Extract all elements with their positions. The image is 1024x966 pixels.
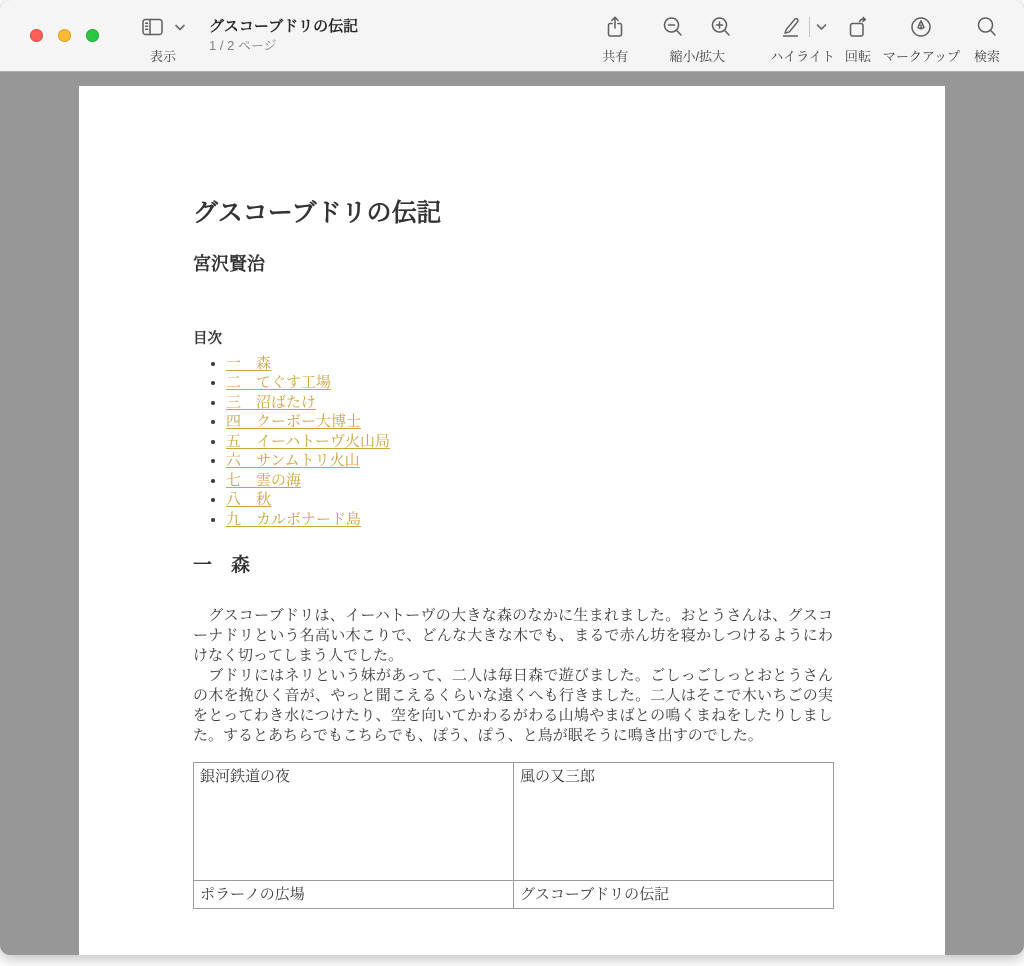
- highlighter-pencil-icon: [779, 15, 803, 39]
- toc-item: [226, 451, 833, 471]
- toc-item: [226, 373, 833, 393]
- table-of-contents: [193, 354, 833, 530]
- toc-item: [226, 471, 833, 491]
- body-paragraph-1: グスコーブドリは、イーハトーヴの大きな森のなかに生まれました。おとうさんは、グスコーナドリという名高い木こりで、どんな大きな木でも、まるで赤ん坊を寝かしつけるようにわけなく切ってしまう人でした。: [193, 607, 833, 665]
- toc-link-2[interactable]: 二 てぐす工場: [226, 374, 332, 392]
- rotate-label: 回転: [844, 49, 871, 64]
- toc-link-3[interactable]: 三 沼ばたけ: [226, 393, 317, 411]
- share-icon: [604, 15, 626, 39]
- toc-link-4[interactable]: 四 クーボー大博士: [226, 413, 362, 431]
- toc-link-6[interactable]: 六 サンムトリ火山: [226, 452, 360, 470]
- toc-heading: 目次: [193, 330, 222, 347]
- toolbar-divider: [809, 17, 810, 37]
- table-cell: グスコーブドリの伝記: [514, 881, 834, 909]
- toolbar: [0, 0, 1024, 72]
- highlight-button[interactable]: [770, 0, 835, 71]
- zoom-label: 縮小/拡大: [669, 49, 726, 64]
- table-row: [194, 763, 834, 881]
- toc-item: [226, 510, 833, 530]
- toc-link-8[interactable]: 八 秋: [226, 491, 272, 509]
- chevron-down-icon: [175, 24, 185, 31]
- view-label: 表示: [149, 49, 176, 64]
- toc-link-5[interactable]: 五 イーハトーヴ火山局: [226, 432, 390, 450]
- table-cell: ポラーノの広場: [194, 881, 514, 909]
- section-heading: 一 森: [193, 555, 251, 577]
- chevron-down-icon[interactable]: [816, 23, 827, 31]
- close-button[interactable]: [30, 29, 43, 42]
- toc-item: [226, 393, 833, 413]
- zoom-out-icon[interactable]: [662, 16, 684, 38]
- table-cell: 銀河鉄道の夜: [194, 763, 514, 881]
- toc-link-1[interactable]: 一 森: [226, 354, 272, 372]
- table-cell: 風の又三郎: [514, 763, 834, 881]
- table-row: [194, 881, 834, 909]
- search-label: 検索: [973, 49, 1000, 64]
- toc-item: [226, 432, 833, 452]
- highlight-label: ハイライト: [770, 49, 835, 64]
- zoom-in-icon[interactable]: [710, 16, 732, 38]
- rotate-icon: [846, 15, 870, 39]
- minimize-button[interactable]: [58, 29, 71, 42]
- titlebar-text: [209, 0, 358, 71]
- markup-label: マークアップ: [882, 49, 960, 64]
- toc-link-7[interactable]: 七 雲の海: [226, 471, 302, 489]
- document-canvas[interactable]: [0, 72, 1024, 955]
- rotate-button[interactable]: [845, 0, 871, 71]
- markup-button[interactable]: [883, 0, 960, 71]
- search-icon: [976, 16, 998, 38]
- markup-pen-icon: [909, 15, 933, 39]
- toc-item: [226, 412, 833, 432]
- sidebar-panel-icon: [141, 17, 165, 37]
- toc-link-9[interactable]: 九 カルボナード島: [226, 510, 362, 528]
- zoom-window-button[interactable]: [86, 29, 99, 42]
- document-author: 宮沢賢治: [193, 254, 265, 275]
- search-button[interactable]: [974, 0, 1000, 71]
- share-button[interactable]: [602, 0, 628, 71]
- share-label: 共有: [602, 49, 629, 64]
- document-title: グスコーブドリの伝記: [193, 199, 442, 227]
- toc-item: [226, 354, 833, 374]
- zoom-buttons: [662, 0, 732, 71]
- view-menu-button[interactable]: [141, 0, 185, 71]
- traffic-lights: [0, 0, 99, 71]
- window-title: グスコーブドリの伝記: [209, 17, 359, 35]
- document-page: [79, 86, 945, 955]
- books-table: [193, 762, 834, 909]
- body-paragraph-2: ブドリにはネリという妹があって、二人は毎日森で遊びました。ごしっごしっとおとうさんの木を挽ひく音が、やっと聞こえるくらいな遠くへも行きました。二人はそこで木いちごの実をとってわき水につけたり、空を向いてかわるがわる山鳩やまばとの鳴くまねをしたりしました。するとあちらでもこちらでも、ぽう、ぽう、と鳥が眠そうに鳴き出すのでした。: [193, 667, 833, 745]
- page-indicator: 1 / 2 ページ: [209, 37, 277, 53]
- toc-item: [226, 490, 833, 510]
